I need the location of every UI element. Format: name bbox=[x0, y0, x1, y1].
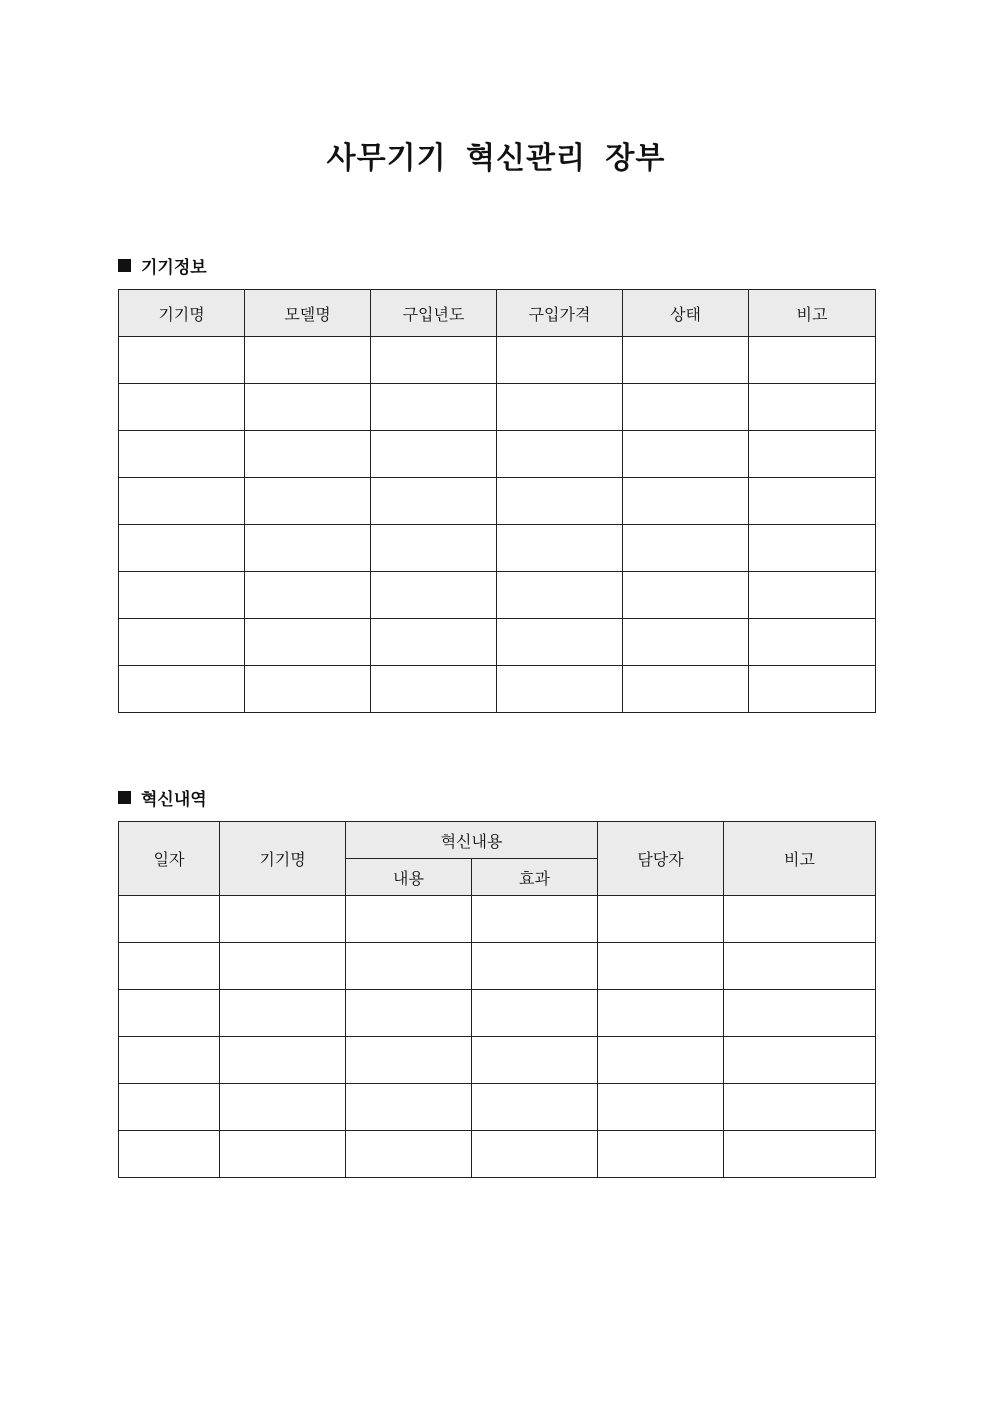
table-cell[interactable] bbox=[119, 990, 220, 1037]
table-cell[interactable] bbox=[371, 431, 497, 478]
innovation-table-body bbox=[119, 896, 876, 1178]
table-cell[interactable] bbox=[220, 1037, 346, 1084]
column-header-manager: 담당자 bbox=[598, 822, 724, 896]
table-cell[interactable] bbox=[497, 478, 623, 525]
table-cell[interactable] bbox=[472, 943, 598, 990]
table-cell[interactable] bbox=[119, 384, 245, 431]
equipment-info-table bbox=[118, 289, 876, 713]
table-cell[interactable] bbox=[497, 384, 623, 431]
table-cell[interactable] bbox=[346, 990, 472, 1037]
table-cell[interactable] bbox=[220, 990, 346, 1037]
table-cell[interactable] bbox=[623, 431, 749, 478]
table-cell[interactable] bbox=[119, 337, 245, 384]
table-cell[interactable] bbox=[749, 525, 876, 572]
column-header-status: 상태 bbox=[623, 290, 749, 337]
table-cell[interactable] bbox=[245, 478, 371, 525]
equipment-table-body bbox=[119, 337, 876, 713]
table-cell[interactable] bbox=[119, 572, 245, 619]
table-cell[interactable] bbox=[598, 943, 724, 990]
section-heading-label: 기기정보 bbox=[141, 258, 207, 278]
table-cell[interactable] bbox=[724, 896, 876, 943]
table-cell[interactable] bbox=[119, 666, 245, 713]
table-cell[interactable] bbox=[472, 1084, 598, 1131]
section-heading-equipment bbox=[118, 253, 207, 278]
column-header-date: 일자 bbox=[119, 822, 220, 896]
table-cell[interactable] bbox=[497, 572, 623, 619]
table-row bbox=[119, 572, 876, 619]
table-cell[interactable] bbox=[245, 337, 371, 384]
table-cell[interactable] bbox=[623, 384, 749, 431]
table-cell[interactable] bbox=[497, 666, 623, 713]
table-cell[interactable] bbox=[749, 666, 876, 713]
table-cell[interactable] bbox=[371, 478, 497, 525]
table-cell[interactable] bbox=[245, 525, 371, 572]
square-bullet-icon bbox=[118, 259, 131, 272]
page-title: 사무기기 혁신관리 장부 bbox=[326, 141, 666, 176]
table-cell[interactable] bbox=[724, 943, 876, 990]
innovation-history-table bbox=[118, 821, 876, 1178]
table-cell[interactable] bbox=[119, 1131, 220, 1178]
table-cell[interactable] bbox=[119, 896, 220, 943]
column-group-header-innovation: 혁신내용 bbox=[346, 822, 598, 859]
table-cell[interactable] bbox=[371, 384, 497, 431]
table-row bbox=[119, 478, 876, 525]
table-cell[interactable] bbox=[119, 431, 245, 478]
table-cell[interactable] bbox=[749, 478, 876, 525]
table-row bbox=[119, 384, 876, 431]
table-cell[interactable] bbox=[749, 337, 876, 384]
table-row bbox=[119, 1037, 876, 1084]
table-row bbox=[119, 619, 876, 666]
table-cell[interactable] bbox=[371, 337, 497, 384]
table-cell[interactable] bbox=[623, 572, 749, 619]
column-header-remarks: 비고 bbox=[724, 822, 876, 896]
table-cell[interactable] bbox=[623, 525, 749, 572]
table-cell[interactable] bbox=[598, 1131, 724, 1178]
table-row bbox=[119, 525, 876, 572]
table-cell[interactable] bbox=[598, 1037, 724, 1084]
table-cell[interactable] bbox=[371, 572, 497, 619]
column-header-purchase-price: 구입가격 bbox=[497, 290, 623, 337]
section-heading-label: 혁신내역 bbox=[141, 790, 207, 810]
table-cell[interactable] bbox=[724, 1084, 876, 1131]
table-header-row bbox=[119, 822, 876, 859]
table-cell[interactable] bbox=[220, 1084, 346, 1131]
table-cell[interactable] bbox=[119, 1037, 220, 1084]
table-cell[interactable] bbox=[598, 896, 724, 943]
column-header-remarks: 비고 bbox=[749, 290, 876, 337]
table-cell[interactable] bbox=[245, 431, 371, 478]
table-cell[interactable] bbox=[245, 572, 371, 619]
table-cell[interactable] bbox=[472, 1037, 598, 1084]
table-cell[interactable] bbox=[598, 1084, 724, 1131]
square-bullet-icon bbox=[118, 791, 131, 804]
table-cell[interactable] bbox=[497, 525, 623, 572]
table-cell[interactable] bbox=[220, 943, 346, 990]
table-cell[interactable] bbox=[724, 990, 876, 1037]
table-row bbox=[119, 1131, 876, 1178]
table-row bbox=[119, 943, 876, 990]
table-cell[interactable] bbox=[346, 1084, 472, 1131]
table-row bbox=[119, 337, 876, 384]
section-heading-innovation bbox=[118, 785, 207, 810]
table-row bbox=[119, 990, 876, 1037]
table-cell[interactable] bbox=[497, 337, 623, 384]
table-cell[interactable] bbox=[497, 619, 623, 666]
table-cell[interactable] bbox=[749, 572, 876, 619]
table-cell[interactable] bbox=[245, 384, 371, 431]
table-cell[interactable] bbox=[245, 619, 371, 666]
column-header-model-name: 모델명 bbox=[245, 290, 371, 337]
table-cell[interactable] bbox=[119, 619, 245, 666]
column-header-device-name: 기기명 bbox=[119, 290, 245, 337]
table-cell[interactable] bbox=[371, 666, 497, 713]
table-cell[interactable] bbox=[598, 990, 724, 1037]
table-row bbox=[119, 666, 876, 713]
table-cell[interactable] bbox=[371, 619, 497, 666]
table-cell[interactable] bbox=[371, 525, 497, 572]
table-cell[interactable] bbox=[749, 619, 876, 666]
column-header-effect: 효과 bbox=[472, 859, 598, 896]
table-cell[interactable] bbox=[623, 337, 749, 384]
table-cell[interactable] bbox=[245, 666, 371, 713]
table-cell[interactable] bbox=[472, 1131, 598, 1178]
table-cell[interactable] bbox=[724, 1037, 876, 1084]
table-cell[interactable] bbox=[220, 1131, 346, 1178]
table-cell[interactable] bbox=[119, 943, 220, 990]
table-cell[interactable] bbox=[623, 666, 749, 713]
table-cell[interactable] bbox=[119, 1084, 220, 1131]
table-cell[interactable] bbox=[119, 525, 245, 572]
table-cell[interactable] bbox=[623, 478, 749, 525]
column-header-device-name: 기기명 bbox=[220, 822, 346, 896]
table-cell[interactable] bbox=[346, 896, 472, 943]
table-cell[interactable] bbox=[749, 384, 876, 431]
table-cell[interactable] bbox=[724, 1131, 876, 1178]
table-cell[interactable] bbox=[346, 1037, 472, 1084]
table-cell[interactable] bbox=[220, 896, 346, 943]
table-row bbox=[119, 896, 876, 943]
table-cell[interactable] bbox=[623, 619, 749, 666]
table-cell[interactable] bbox=[497, 431, 623, 478]
table-row bbox=[119, 1084, 876, 1131]
column-header-content: 내용 bbox=[346, 859, 472, 896]
table-cell[interactable] bbox=[749, 431, 876, 478]
table-cell[interactable] bbox=[346, 1131, 472, 1178]
table-cell[interactable] bbox=[472, 896, 598, 943]
table-cell[interactable] bbox=[346, 943, 472, 990]
table-row bbox=[119, 431, 876, 478]
table-cell[interactable] bbox=[472, 990, 598, 1037]
table-header-row bbox=[119, 290, 876, 337]
column-header-purchase-year: 구입년도 bbox=[371, 290, 497, 337]
table-cell[interactable] bbox=[119, 478, 245, 525]
